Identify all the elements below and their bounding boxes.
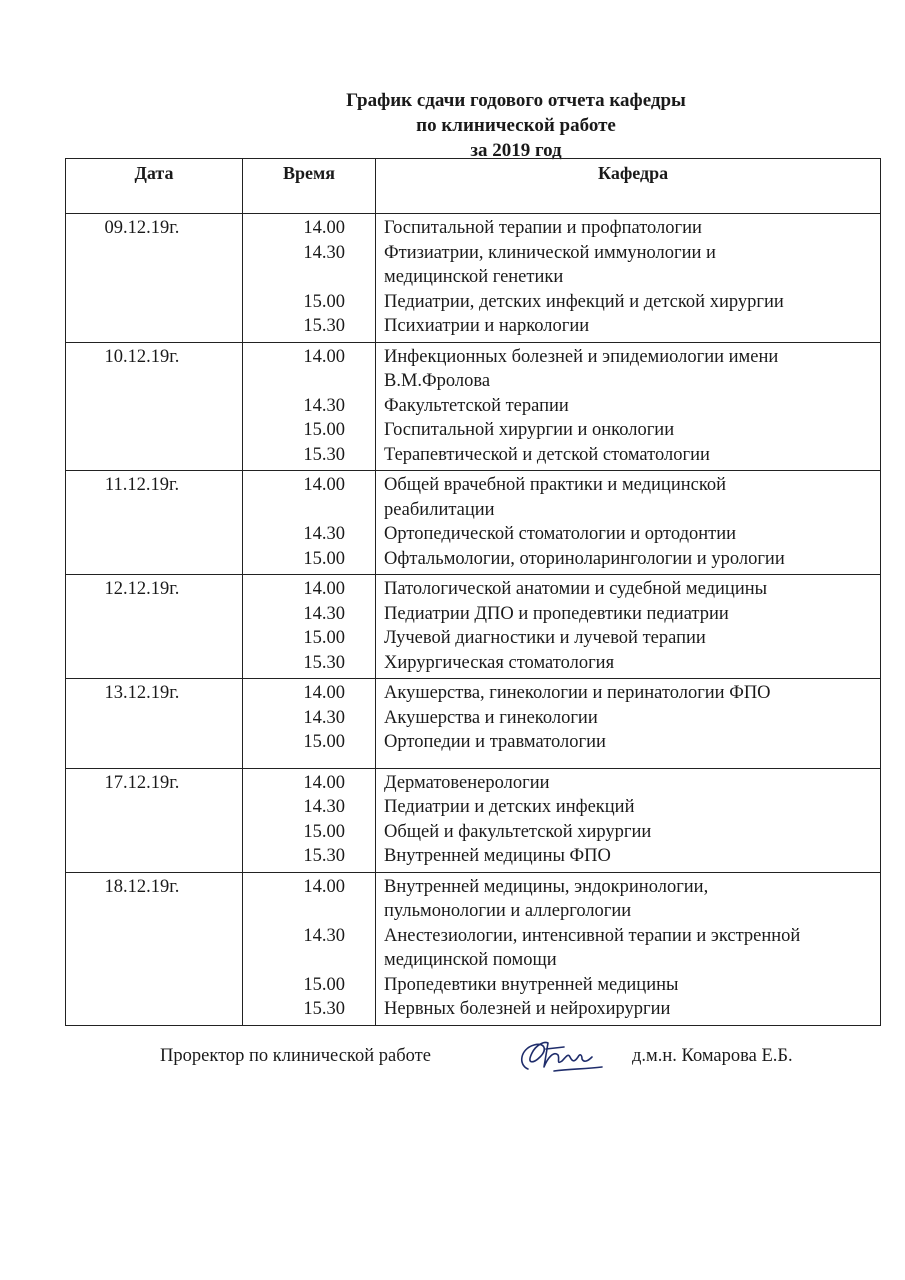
time-value: 14.30 xyxy=(303,707,345,728)
time-cell xyxy=(243,214,376,343)
time-value: 15.00 xyxy=(303,821,345,842)
time-value: 14.00 xyxy=(303,346,345,367)
time-value: 14.30 xyxy=(303,242,345,263)
department-name: Хирургическая стоматология xyxy=(384,652,615,673)
department-name: пульмонологии и аллергологии xyxy=(384,901,632,921)
time-value: 14.00 xyxy=(303,772,345,793)
department-name: Факультетской терапии xyxy=(384,395,569,416)
date-value: 18.12.19г. xyxy=(104,876,180,897)
time-cell xyxy=(243,575,376,679)
date-value: 17.12.19г. xyxy=(104,772,180,793)
signer-name: д.м.н. Комарова Е.Б. xyxy=(632,1046,793,1066)
department-name: Офтальмологии, оториноларингологии и урологии xyxy=(384,548,785,569)
department-cell xyxy=(376,471,881,575)
time-cell xyxy=(243,679,376,769)
department-name: Терапевтической и детской стоматологии xyxy=(384,444,710,465)
department-name: Акушерства и гинекологии xyxy=(384,707,598,728)
time-value: 14.30 xyxy=(303,603,345,624)
time-value: 14.30 xyxy=(303,395,345,416)
time-value: 15.30 xyxy=(303,999,345,1019)
department-cell xyxy=(376,768,881,872)
header-time: Время xyxy=(243,159,376,214)
department-name: Фтизиатрии, клинической иммунологии и xyxy=(384,242,716,263)
department-name: Общей врачебной практики и медицинской xyxy=(384,475,727,495)
date-cell xyxy=(66,575,243,679)
date-value: 10.12.19г. xyxy=(104,346,180,367)
date-cell xyxy=(66,342,243,471)
department-name: Лучевой диагностики и лучевой терапии xyxy=(384,628,706,648)
title-line-1: График сдачи годового отчета кафедры xyxy=(346,90,686,111)
department-name: Госпитальной терапии и профпатологии xyxy=(384,218,702,238)
department-name: медицинской генетики xyxy=(384,267,564,287)
time-value: 15.00 xyxy=(303,732,345,752)
time-spacer xyxy=(243,948,375,973)
time-value: 14.30 xyxy=(303,797,345,817)
date-cell xyxy=(66,214,243,343)
department-name: Госпитальной хирургии и онкологии xyxy=(384,420,675,440)
department-name: Анестезиологии, интенсивной терапии и экстренной xyxy=(384,925,801,946)
time-value: 15.30 xyxy=(303,652,345,673)
document-title xyxy=(0,88,905,163)
department-name: Акушерства, гинекологии и перинатологии ФПО xyxy=(384,683,771,703)
table-row xyxy=(66,471,881,575)
department-name: Нервных болезней и нейрохирургии xyxy=(384,999,671,1019)
time-spacer xyxy=(243,498,375,523)
department-name: Пропедевтики внутренней медицины xyxy=(384,974,679,995)
signer-position: Проректор по клинической работе xyxy=(160,1046,431,1066)
date-value: 11.12.19г. xyxy=(104,475,180,495)
schedule-body xyxy=(66,214,881,1026)
date-value: 12.12.19г. xyxy=(104,579,180,599)
table-row xyxy=(66,342,881,471)
department-cell xyxy=(376,872,881,1025)
table-header-row xyxy=(66,159,881,214)
time-cell xyxy=(243,768,376,872)
department-name: Педиатрии и детских инфекций xyxy=(384,797,635,817)
signature-block xyxy=(0,1043,905,1083)
date-cell xyxy=(66,768,243,872)
header-date: Дата xyxy=(66,159,243,214)
time-value: 15.00 xyxy=(303,291,345,312)
time-value: 14.30 xyxy=(303,524,345,544)
department-name: Патологической анатомии и судебной медицины xyxy=(384,579,768,599)
time-value: 14.00 xyxy=(303,683,345,703)
department-name: В.М.Фролова xyxy=(384,371,491,391)
department-cell xyxy=(376,575,881,679)
title-line-2: по клинической работе xyxy=(416,115,616,136)
table-row xyxy=(66,214,881,343)
department-name: Психиатрии и наркологии xyxy=(384,316,590,336)
title-line-3: за 2019 год xyxy=(470,140,562,161)
time-value: 15.30 xyxy=(303,444,345,465)
time-value: 15.00 xyxy=(303,548,345,569)
time-cell xyxy=(243,342,376,471)
time-value: 15.00 xyxy=(303,420,345,440)
department-name: медицинской помощи xyxy=(384,950,557,970)
time-value: 15.00 xyxy=(303,628,345,648)
time-value: 15.00 xyxy=(303,974,345,995)
date-cell xyxy=(66,679,243,769)
time-value: 14.30 xyxy=(303,925,345,946)
department-name: Ортопедии и травматологии xyxy=(384,732,606,752)
time-value: 14.00 xyxy=(303,218,345,238)
department-name: Внутренней медицины, эндокринологии, xyxy=(384,876,709,897)
time-spacer xyxy=(243,369,375,394)
table-row xyxy=(66,575,881,679)
department-cell xyxy=(376,342,881,471)
department-cell xyxy=(376,679,881,769)
table-row xyxy=(66,872,881,1025)
time-value: 15.30 xyxy=(303,316,345,336)
date-value: 13.12.19г. xyxy=(104,683,180,703)
table-row xyxy=(66,679,881,769)
time-cell xyxy=(243,872,376,1025)
department-cell xyxy=(376,214,881,343)
time-value: 15.30 xyxy=(303,846,345,866)
department-name: Общей и факультетской хирургии xyxy=(384,821,652,842)
date-cell xyxy=(66,872,243,1025)
time-cell xyxy=(243,471,376,575)
department-name: Педиатрии ДПО и пропедевтики педиатрии xyxy=(384,603,729,624)
department-name: Педиатрии, детских инфекций и детской хирургии xyxy=(384,291,784,312)
department-name: Дерматовенерологии xyxy=(384,772,550,793)
time-value: 14.00 xyxy=(303,475,345,495)
department-name: Ортопедической стоматологии и ортодонтии xyxy=(384,524,737,544)
time-value: 14.00 xyxy=(303,579,345,599)
schedule-table xyxy=(65,158,881,1026)
department-name: реабилитации xyxy=(384,499,495,520)
time-value: 14.00 xyxy=(303,876,345,897)
header-department: Кафедра xyxy=(376,159,881,214)
table-row xyxy=(66,768,881,872)
department-name: Инфекционных болезней и эпидемиологии имени xyxy=(384,346,779,367)
time-spacer xyxy=(243,899,375,924)
date-value: 09.12.19г. xyxy=(104,218,180,238)
department-name: Внутренней медицины ФПО xyxy=(384,846,611,866)
date-cell xyxy=(66,471,243,575)
time-spacer xyxy=(243,265,375,290)
handwritten-signature xyxy=(514,1035,604,1079)
